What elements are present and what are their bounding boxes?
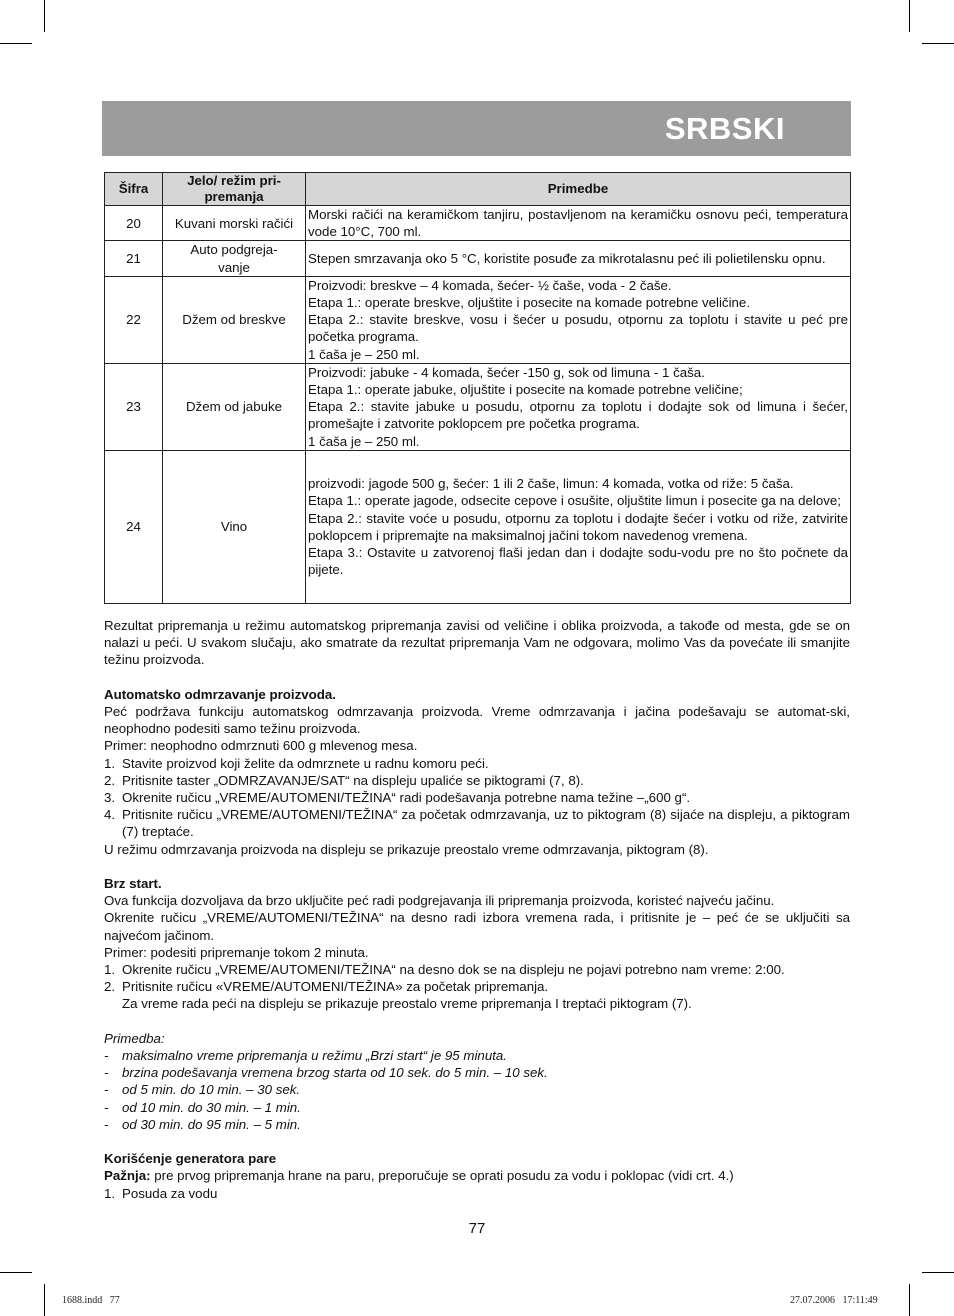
list-text: Pritisnite taster „ODMRZAVANJE/SAT“ na displeju upaliće se piktogrami (7, 8).	[122, 772, 584, 788]
note-line: Proizvodi: jabuke - 4 komada, šećer -150 g, sok od limuna - 1 čaša.	[308, 364, 705, 380]
list-text: Stavite proizvod koji želite da odmrznete u radnu komoru peći.	[122, 755, 489, 771]
note-line: Etapa 1.: operate jagode, odsecite cepove i osušite, oljuštite limun i posecite ga na delove;	[308, 493, 841, 509]
steam-heading: Korišćenje generatora pare	[104, 1151, 277, 1167]
list-item: - od 10 min. do 30 min. – 1 min.	[104, 1099, 301, 1115]
crop-mark	[0, 1272, 32, 1273]
list-text: Pritisnite ručicu «VREME/AUTOMENI/TEŽINA» za početak pripremanja.	[122, 979, 549, 995]
list-number: 4.	[104, 807, 116, 823]
row-dish: Džem od breskve	[163, 276, 306, 363]
row-dish: Džem od jabuke	[163, 363, 306, 450]
list-number: 1.	[104, 1185, 116, 1201]
quick-start-text: Okrenite ručicu „VREME/AUTOMENI/TEŽINA“ na desno radi izbora vremena rada, i pritisnite je – peć će se uključiti sa najvećom jačinom.	[104, 910, 850, 943]
list-item	[104, 1185, 850, 1202]
quick-start-text: Ova funkcija dozvoljava da brzo uključite peć radi podgrejavanja ili pripremanja proizvoda, koristeć najveću jačinu.	[104, 893, 775, 909]
defrost-note: U režimu odmrzavanja proizvoda na displeju se prikazuje preostalo vreme odmrzavanja, piktogram (8).	[104, 841, 709, 857]
note-line: Etapa 1.: operate breskve, oljuštite i posecite na komade potrebne veličine.	[308, 295, 751, 311]
defrost-heading: Automatsko odmrzavanje proizvoda.	[104, 686, 337, 702]
table-row	[105, 241, 851, 276]
attention-label: Pažnja:	[104, 1168, 151, 1184]
list-text: maksimalno vreme pripremanja u režimu „Brzi start“ je 95 minuta.	[122, 1048, 507, 1064]
list-item	[104, 978, 850, 995]
note-line: Morski račići na keramičkom tanjiru, postavljenom na keramičku osnovu peći, temperatura vode 10°C, 700 ml.	[308, 207, 848, 240]
row-code: 24	[105, 450, 163, 603]
note-line: Etapa 2.: stavite voće u posudu, otpornu za toplotu i dodajte šećer i votku od riže, zatvirite poklopcem i pripremajte na maksimalnoj jačini tokom navedenog vremena.	[308, 510, 848, 543]
row-dish: Auto podgreja- vanje	[163, 241, 306, 276]
list-text: Pritisnite ručicu „VREME/AUTOMENI/TEŽINA“ za početak odmrzavanja, uz to piktogram (8) sijaće na displeju, a piktogram (7) treptaće.	[122, 807, 850, 840]
defrost-example: Primer: neophodno odmrznuti 600 g mlevenog mesa.	[104, 738, 418, 754]
footer-timestamp: 27.07.2006 17:11:49	[790, 1295, 878, 1306]
quick-start-step-note: Za vreme rada peći na displeju se prikazuje preostalo vreme pripremanja I treptaći piktogram (7).	[122, 996, 692, 1012]
list-text: Okrenite ručicu „VREME/AUTOMENI/TEŽINA“ na desno dok se na displeju ne pojavi potrebno nam vreme: 2:00.	[122, 962, 785, 978]
list-number: 1.	[104, 755, 116, 771]
note-line: Etapa 2.: stavite jabuke u posudu, otpornu za toplotu i dodajte sok od limuna i šećer, promešajte i zatvorite poklopcem pre početka programa.	[308, 399, 848, 432]
column-header-code: Šifra	[105, 173, 163, 206]
note-line: Proizvodi: breskve – 4 komada, šećer- ½ čaše, voda - 2 čaše.	[308, 277, 672, 293]
row-dish: Kuvani morski račići	[163, 206, 306, 241]
crop-mark	[44, 1284, 45, 1316]
language-banner	[102, 101, 851, 156]
row-code: 20	[105, 206, 163, 241]
list-number: 2.	[104, 979, 116, 995]
row-notes	[306, 276, 851, 363]
page-title: SRBSKI	[664, 111, 785, 146]
intro-paragraph: Rezultat pripremanja u režimu automatskog pripremanja zavisi od veličine i oblika proizvoda, a takođe od mesta, gde se on nalazi u peći. U svakom slučaju, ako smatrate da rezultat pripremanja Vam ne odgovara, molimo Vas da povećate ili smanjite težinu proizvoda.	[104, 618, 850, 668]
crop-mark	[909, 1284, 910, 1316]
note-line: 1 čaša je – 250 ml.	[308, 433, 420, 449]
row-notes	[306, 241, 851, 276]
body-content	[104, 617, 850, 1202]
remark-title: Primedba:	[104, 1030, 165, 1046]
column-header-dish: Jelo/ režim pri- premanja	[163, 173, 306, 206]
quick-start-heading: Brz start.	[104, 876, 162, 892]
table-row	[105, 206, 851, 241]
list-item: - maksimalno vreme pripremanja u režimu „Brzi start“ je 95 minuta.	[104, 1048, 507, 1064]
list-item	[104, 961, 850, 978]
row-notes	[306, 450, 851, 603]
crop-mark	[44, 0, 45, 32]
list-text: brzina podešavanja vremena brzog starta od 10 sek. do 5 min. – 10 sek.	[122, 1065, 548, 1081]
defrost-text: Peć podržava funkciju automatskog odmrzavanja proizvoda. Vreme odmrzavanja i jačina podešavaju se automat-ski, neophodno podesiti samo težinu proizvoda.	[104, 704, 850, 737]
list-item: - od 30 min. do 95 min. – 5 min.	[104, 1116, 301, 1132]
recipe-table	[104, 172, 851, 604]
list-text: od 5 min. do 10 min. – 30 sek.	[122, 1082, 301, 1098]
list-text: Okrenite ručicu „VREME/AUTOMENI/TEŽINA“ radi podešavanja potrebne nama težine –„600 g“.	[122, 790, 691, 806]
list-number: 3.	[104, 790, 116, 806]
row-code: 23	[105, 363, 163, 450]
table-row	[105, 363, 851, 450]
crop-mark	[922, 43, 954, 44]
row-dish: Vino	[163, 450, 306, 603]
crop-mark	[922, 1272, 954, 1273]
list-item	[104, 755, 850, 772]
note-line: Etapa 1.: operate jabuke, oljuštite i posecite na komade potrebne veličine;	[308, 382, 743, 398]
list-item: - od 5 min. do 10 min. – 30 sek.	[104, 1082, 301, 1098]
list-item: - brzina podešavanja vremena brzog starta od 10 sek. do 5 min. – 10 sek.	[104, 1065, 548, 1081]
table-header-row	[105, 173, 851, 206]
note-line: proizvodi: jagode 500 g, šećer: 1 ili 2 čaše, limun: 4 komada, votka od riže: 5 čaša.	[308, 476, 794, 492]
row-notes	[306, 363, 851, 450]
table-row	[105, 450, 851, 603]
list-text: od 30 min. do 95 min. – 5 min.	[122, 1116, 301, 1132]
steam-attention	[104, 1167, 850, 1184]
list-item	[104, 789, 850, 806]
row-code: 22	[105, 276, 163, 363]
crop-mark	[909, 0, 910, 32]
page-number: 77	[468, 1220, 486, 1237]
attention-text: pre prvog pripremanja hrane na paru, preporučuje se oprati posudu za vodu i poklopac (vidi crt. 4.)	[150, 1168, 734, 1184]
list-item	[104, 806, 850, 840]
note-line: Stepen smrzavanja oko 5 °C, koristite posuđe za mikrotalasnu peć ili polietilensku opnu.	[308, 251, 826, 266]
row-notes	[306, 206, 851, 241]
list-text: Posuda za vodu	[122, 1185, 218, 1201]
note-line: Etapa 2.: stavite breskve, vosu i šećer u posudu, otpornu za toplotu i stavite u peć pre početka programa.	[308, 312, 848, 345]
row-code: 21	[105, 241, 163, 276]
crop-mark	[0, 43, 32, 44]
quick-start-example: Primer: podesiti pripremanje tokom 2 minuta.	[104, 944, 369, 960]
note-line: 1 čaša je – 250 ml.	[308, 346, 420, 362]
column-header-notes: Primedbe	[306, 173, 851, 206]
list-text: od 10 min. do 30 min. – 1 min.	[122, 1099, 301, 1115]
footer-file-info: 1688.indd 77	[62, 1295, 120, 1306]
list-item	[104, 772, 850, 789]
note-line: Etapa 3.: Ostavite u zatvorenoj flaši jedan dan i dodajte sodu-vodu pre no što počnete da pijete.	[308, 545, 848, 578]
list-number: 1.	[104, 962, 116, 978]
table-row	[105, 276, 851, 363]
list-number: 2.	[104, 772, 116, 788]
